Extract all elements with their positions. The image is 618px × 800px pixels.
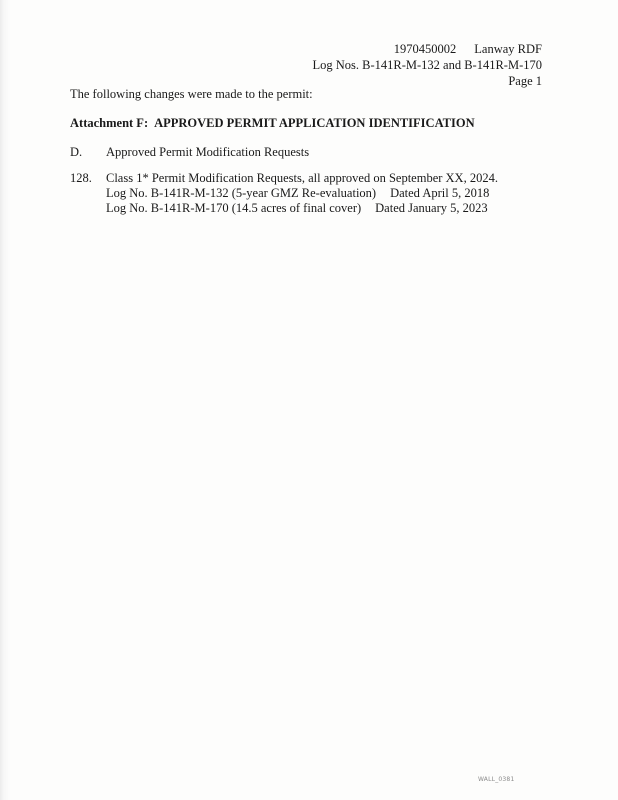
item-128-number: 128. bbox=[70, 171, 92, 185]
bates-stamp: WALL_0381 bbox=[478, 776, 515, 783]
attachment-title: APPROVED PERMIT APPLICATION IDENTIFICATION bbox=[154, 116, 475, 130]
section-d-text: Approved Permit Modification Requests bbox=[106, 145, 310, 159]
entry-1-log: Log No. B-141R-M-132 (5-year GMZ Re-evaluation) bbox=[106, 186, 377, 200]
facility-id: 1970450002 bbox=[393, 42, 457, 56]
scan-edge-artifact bbox=[0, 0, 10, 800]
entry-1-date: Dated April 5, 2018 bbox=[390, 186, 490, 200]
facility-name: Lanway RDF bbox=[474, 42, 542, 56]
intro-text: The following changes were made to the permit: bbox=[70, 87, 313, 101]
header-facility-line bbox=[394, 42, 542, 56]
attachment-label: Attachment F: bbox=[70, 116, 149, 130]
attachment-heading bbox=[70, 116, 475, 130]
item-128-description: Class 1* Permit Modification Requests, all approved on September XX, 2024. bbox=[106, 171, 498, 185]
item-128-entry-1 bbox=[106, 186, 489, 200]
item-128-entry-2 bbox=[106, 201, 488, 215]
header-log-numbers: Log Nos. B-141R-M-132 and B-141R-M-170 bbox=[312, 58, 542, 72]
entry-2-log: Log No. B-141R-M-170 (14.5 acres of final cover) bbox=[106, 201, 362, 215]
entry-2-date: Dated January 5, 2023 bbox=[375, 201, 488, 215]
header-page-number: Page 1 bbox=[508, 74, 542, 88]
section-d-number: D. bbox=[70, 145, 83, 159]
